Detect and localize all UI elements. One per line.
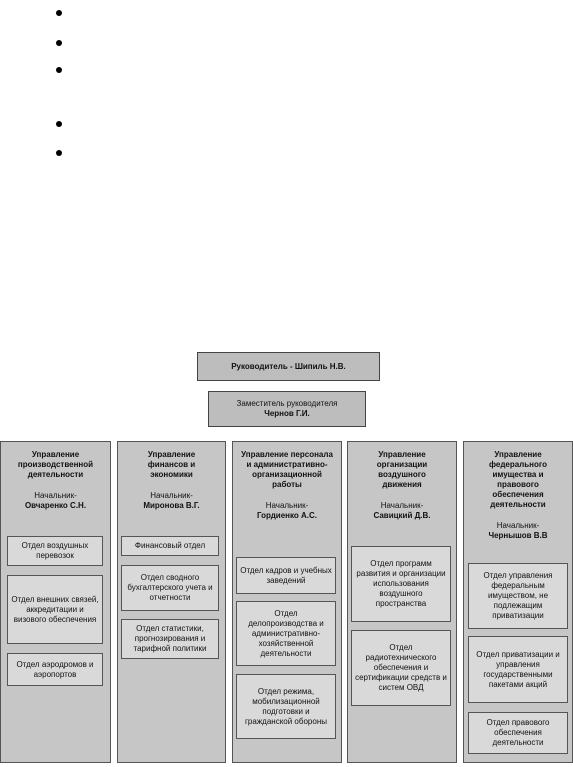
department-box: Отдел внешних связей, аккредитации и визового обеспечения — [7, 575, 103, 644]
division-chief-name: Миронова В.Г. — [143, 501, 200, 510]
bullet-dot — [56, 67, 62, 73]
department-box: Финансовый отдел — [121, 536, 219, 556]
department-box: Отдел делопроизводства и административно-хозяйственной деятельности — [236, 601, 336, 666]
department-box: Отдел статистики, прогнозирования и тарифной политики — [121, 619, 219, 659]
division-title: Управление персонала и административно-организационной работы — [241, 450, 333, 489]
department-box: Отдел аэродромов и аэропортов — [7, 653, 103, 686]
department-box: Отдел радиотехнического обеспечения и сертификации средств и систем ОВД — [351, 630, 451, 706]
division-chief-label: Начальник- — [34, 491, 77, 500]
division-chief-label: Начальник- — [496, 521, 540, 530]
division-title: Управление производственной деятельности — [17, 450, 94, 479]
division-chief-label: Начальник- — [150, 491, 193, 500]
department-box: Отдел программ развития и организации использования воздушного пространства — [351, 546, 451, 622]
department-box: Отдел сводного бухгалтерского учета и отчетности — [121, 565, 219, 611]
head-box — [197, 352, 380, 381]
department-box: Отдел правового обеспечения деятельности — [468, 712, 568, 754]
department-box: Отдел режима, мобилизационной подготовки и гражданской обороны — [236, 674, 336, 739]
division-title: Управление организации воздушного движения — [376, 450, 428, 489]
bullet-dot — [56, 40, 62, 46]
division-chief-name: Овчаренко С.Н. — [24, 501, 87, 510]
division-chief-name: Гордиенко А.С. — [257, 511, 317, 520]
division-chief-name: Савицкий Д.В. — [373, 511, 431, 520]
department-box: Отдел приватизации и управления государственными пакетами акций — [468, 636, 568, 703]
division-title: Управление финансов и экономики — [147, 450, 196, 479]
bullet-dot — [56, 121, 62, 127]
division-chief-label: Начальник- — [380, 501, 424, 510]
head-label: Руководитель - Шипиль Н.В. — [231, 361, 346, 371]
department-box: Отдел воздушных перевозок — [7, 536, 103, 566]
division-chief-name: Чернышов В.В — [488, 531, 548, 540]
deputy-box — [208, 391, 366, 427]
deputy-title: Заместитель руководителя — [236, 399, 338, 408]
department-box: Отдел кадров и учебных заведений — [236, 557, 336, 594]
bullet-dot — [56, 150, 62, 156]
deputy-name: Чернов Г.И. — [264, 409, 310, 418]
division-title: Управление федерального имущества и правового обеспечения деятельности — [488, 450, 548, 509]
department-box: Отдел управления федеральным имуществом, не подлежащим приватизации — [468, 563, 568, 629]
bullet-dot — [56, 10, 62, 16]
division-chief-label: Начальник- — [265, 501, 309, 510]
